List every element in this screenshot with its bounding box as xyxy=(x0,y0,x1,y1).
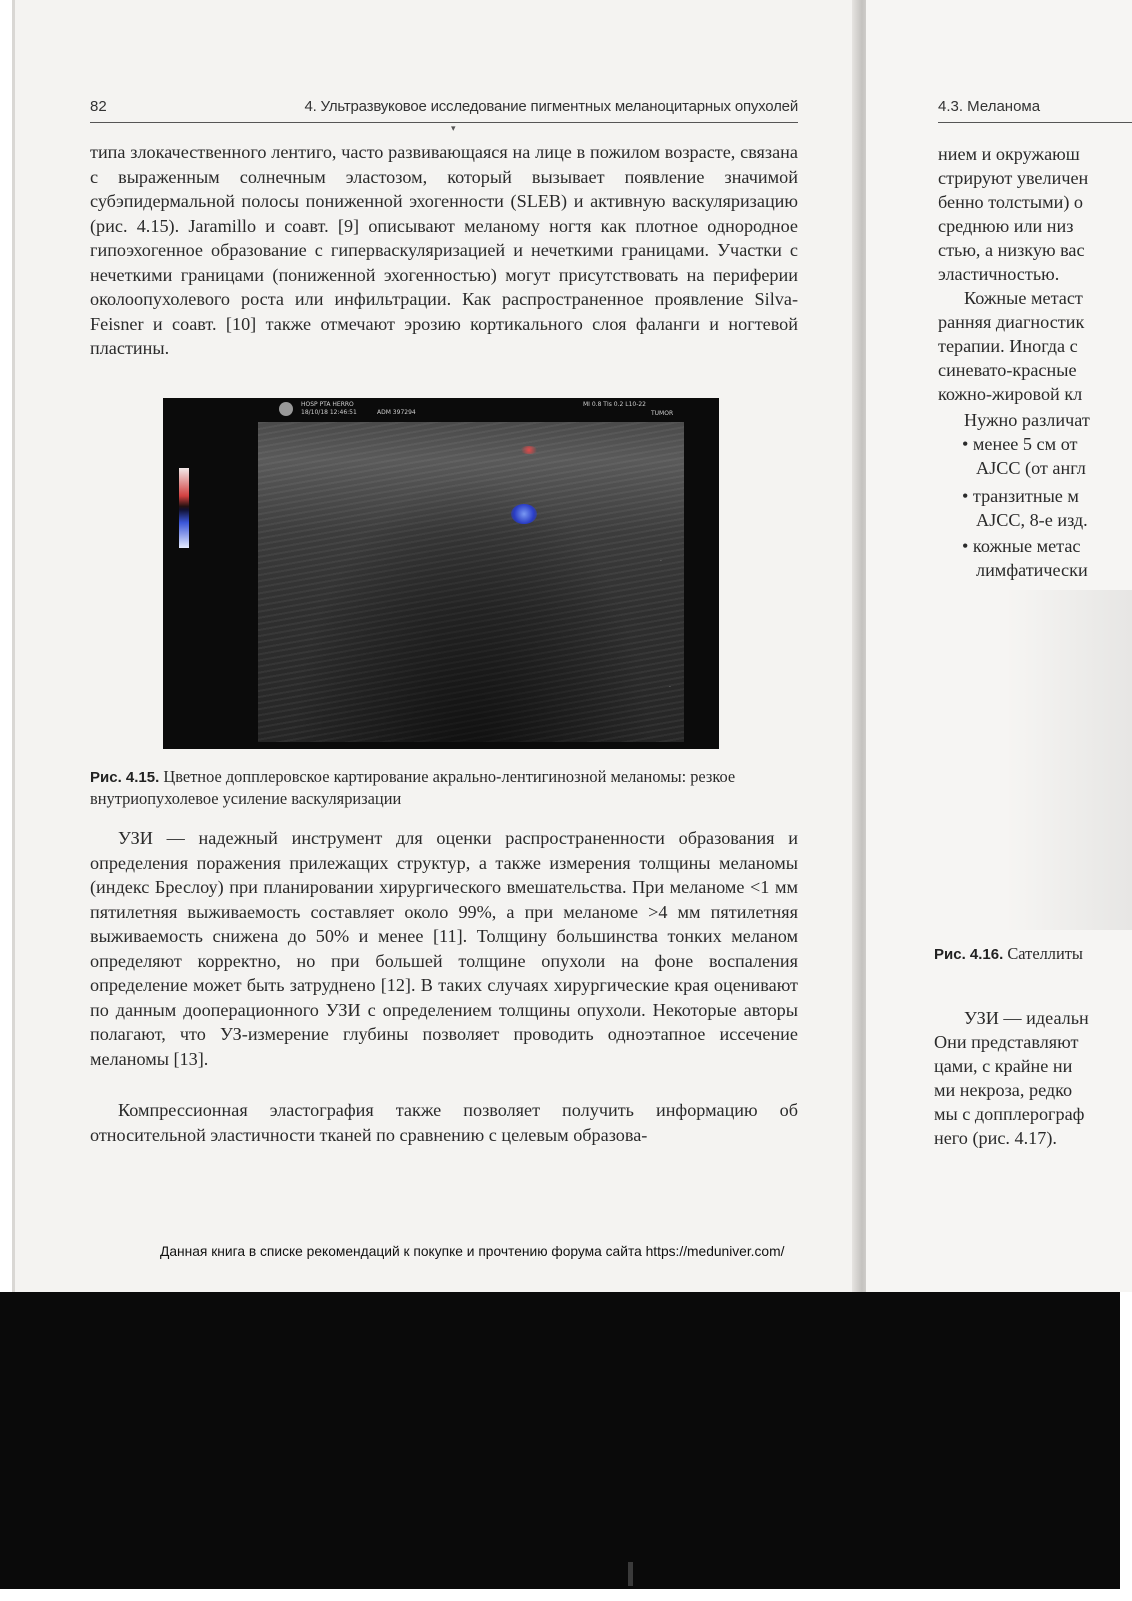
ultrasound-field xyxy=(258,422,684,742)
exam-datetime: 18/10/18 12:46:51 xyxy=(301,409,357,416)
text-line: среднюю или низ xyxy=(938,216,1074,236)
list-item: • кожные метас xyxy=(962,536,1081,556)
scan-margin xyxy=(0,1589,1132,1601)
right-page xyxy=(866,0,1132,1292)
text-line: него (рис. 4.17). xyxy=(934,1128,1057,1148)
print-mark: ▾ xyxy=(451,124,456,134)
paragraph-2: УЗИ — надежный инструмент для оценки распространенности образования и определения поражения прилежащих структур, а также измерения толщины меланомы (индекс Бреслоу) при планировании хирургического вмешательства. При меланоме <1 мм пятилетняя выживаемость составляет около 99%, а при меланоме >4 мм пятилетняя выживаемость снижена до 50% и менее [11]. Толщину большинства тонких меланом определяют корректно, но при большей толщине опухоли на фоне воспаления определение может быть затруднено [12]. В таких случаях хирургические края оценивают по данным дооперационного УЗИ с определением толщины опухоли. Некоторые авторы полагают, что УЗ-измерение глубины позволяет проводить одноэтапное иссечение меланомы [13]. xyxy=(90,828,798,1069)
text-line: AJCC, 8-е изд. xyxy=(976,510,1088,530)
scan-edge xyxy=(12,0,15,1292)
ultrasound-figure xyxy=(163,398,719,749)
text-line: эластичностью. xyxy=(938,264,1060,284)
right-figure-caption xyxy=(934,944,1083,964)
doppler-color-scale xyxy=(179,468,189,548)
patient-id: ADM 397294 xyxy=(377,409,416,416)
paragraph-1: типа злокачественного лентиго, часто развивающаяся на лице в пожилом возрасте, связана с выраженным солнечным эластозом, который вызывает появление значимой субэпидермальной полосы пониженной эхогенности (SLEB) и активную васкуляризацию (рис. 4.15). Jaramillo и соавт. [9] описывают меланому ногтя как плотное однородное гипоэхогенное образование с гиперваскуляризацией и нечеткими границами. Участки с нечеткими границами (пониженной эхогенностью) могут присутствовать на периферии околоопухолевого роста или инфильтрации. Как распространенное проявление Silva-Feisner и соавт. [10] также отмечают эрозию кортикального слоя фаланги и ногтевой пластины. xyxy=(90,142,798,358)
text-line: цами, с крайне ни xyxy=(934,1056,1073,1076)
text-line: лимфатически xyxy=(976,560,1088,580)
text-line: терапии. Иногда с xyxy=(938,336,1078,356)
text-line: Кожные метаст xyxy=(964,288,1083,308)
text-line: ми некроза, редко xyxy=(934,1080,1073,1100)
text-line: AJCC (от англ xyxy=(976,458,1086,478)
right-caption-text: Сателлиты xyxy=(1007,944,1083,963)
scan-artifact xyxy=(628,1562,633,1586)
hospital-label: HOSP PTA HERRO xyxy=(301,401,354,408)
running-header xyxy=(90,96,798,123)
figure-placeholder xyxy=(1006,590,1132,930)
preset-label: TUMOR xyxy=(651,410,674,417)
text-line: стрируют увеличен xyxy=(938,168,1089,188)
text-line: бенно толстыми) о xyxy=(938,192,1084,212)
doppler-flow-red xyxy=(520,446,538,454)
scan-margin xyxy=(1120,1292,1132,1601)
right-caption-label: Рис. 4.16. xyxy=(934,946,1004,963)
ultrasound-info-bar xyxy=(163,398,719,422)
text-line: Нужно различат xyxy=(964,410,1090,430)
page-number: 82 xyxy=(90,98,107,115)
footer-note: Данная книга в списке рекомендаций к покупке и прочтению форума сайта https://meduniver.com/ xyxy=(160,1244,785,1259)
text-line: нием и окружаюш xyxy=(938,144,1080,164)
text-line: синевато-красные xyxy=(938,360,1077,380)
text-line: УЗИ — идеальн xyxy=(964,1008,1089,1028)
list-item: • транзитные м xyxy=(962,486,1079,506)
right-running-header xyxy=(938,96,1132,123)
section-title: 4.3. Меланома xyxy=(938,98,1041,115)
depth-marker: · xyxy=(669,684,671,691)
figure-caption-label: Рис. 4.15. xyxy=(90,769,160,786)
text-line: стью, а низкую вас xyxy=(938,240,1085,260)
figure-caption-text: Цветное допплеровское картирование акрально-лентигинозной меланомы: резкое внутриопухолевое усиление васкуляризации xyxy=(90,767,736,808)
scanner-background xyxy=(0,1292,1132,1601)
text-line: Они представляют xyxy=(934,1032,1079,1052)
paragraph-3: Компрессионная эластография также позволяет получить информацию об относительной эластичности тканей по сравнению с целевым образова- xyxy=(90,1100,798,1145)
depth-marker: · xyxy=(660,558,662,565)
ultrasound-side-params xyxy=(675,428,715,588)
text-line: ранняя диагностик xyxy=(938,312,1085,332)
doppler-flow-blue xyxy=(511,504,537,524)
probe-params: MI 0.8 TIs 0.2 L10-22 xyxy=(583,401,646,408)
text-line: кожно-жировой кл xyxy=(938,384,1083,404)
list-item: • менее 5 см от xyxy=(962,434,1078,454)
text-line: мы с допплерограф xyxy=(934,1104,1085,1124)
chapter-title: 4. Ультразвуковое исследование пигментных меланоцитарных опухолей xyxy=(304,98,798,115)
figure-caption xyxy=(90,766,798,809)
